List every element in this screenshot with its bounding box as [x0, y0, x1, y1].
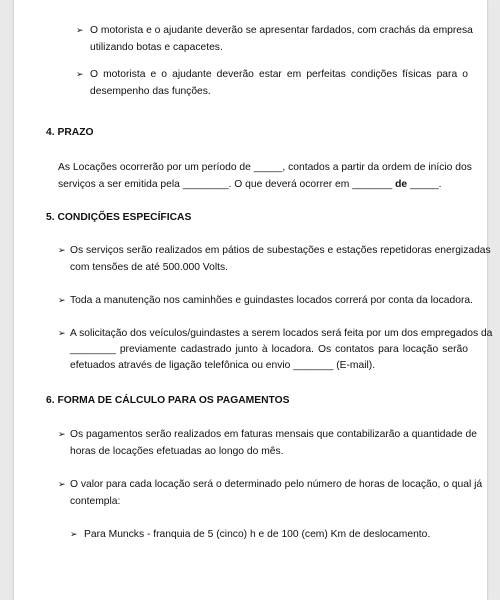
bullet-text-line: contempla:: [70, 496, 121, 507]
bullet-text-line: com tensões de até 500.000 Volts.: [70, 262, 228, 273]
bullet-text-line: desempenho das funções.: [90, 86, 211, 97]
sub-bullet-text-line: Para Muncks - franquia de 5 (cinco) h e de 100 (cem) Km de deslocamento.: [84, 529, 431, 540]
bullet-text-line: Os pagamentos serão realizados em faturas mensais que contabilizarão a quantidade de: [70, 429, 477, 440]
bullet-arrow-icon: ➢: [76, 69, 84, 79]
bullet-arrow-icon: ➢: [58, 328, 66, 338]
paragraph-line: As Locações ocorrerão por um período de _____, contados a partir da ordem de início dos: [58, 162, 472, 173]
bullet-arrow-icon: ➢: [58, 245, 66, 255]
paragraph-text-bold: de: [395, 179, 408, 190]
bullet-arrow-icon: ➢: [76, 25, 84, 35]
bullet-arrow-icon: ➢: [58, 429, 66, 439]
bullet-text-line: O valor para cada locação será o determinado pelo número de horas de locação, o qual já: [70, 479, 483, 490]
sub-bullet-arrow-icon: ➢: [70, 529, 78, 539]
bullet-text-line: O motorista e o ajudante deverão se apresentar fardados, com crachás da empresa: [90, 25, 473, 36]
bullet-text-line: utilizando botas e capacetes.: [90, 42, 223, 53]
document-page: [14, 0, 493, 600]
section-heading-forma-calculo: 6. FORMA DE CÁLCULO PARA OS PAGAMENTOS: [46, 395, 290, 406]
section-heading-condicoes: 5. CONDIÇÕES ESPECÍFICAS: [46, 212, 192, 223]
paragraph-line: [58, 178, 442, 191]
bullet-text-line: horas de locações efetuadas ao longo do mês.: [70, 446, 284, 457]
paragraph-text: serviços a ser emitida pela ________. O que deverá ocorrer em _______: [58, 179, 396, 190]
bullet-arrow-icon: ➢: [58, 295, 66, 305]
paragraph-text: _____.: [407, 179, 442, 190]
section-heading-prazo: 4. PRAZO: [46, 127, 94, 138]
bullet-text-line: Toda a manutenção nos caminhões e guindastes locados correrá por conta da locadora.: [70, 295, 473, 306]
bullet-text-line: ________ previamente cadastrado junto à locadora. Os contatos para locação serão: [70, 344, 468, 355]
bullet-text-line: O motorista e o ajudante deverão estar em perfeitas condições físicas para o: [90, 69, 468, 80]
bullet-arrow-icon: ➢: [58, 479, 66, 489]
bullet-text-line: A solicitação dos veículos/guindastes a serem locados será feita por um dos empregados da: [70, 328, 493, 339]
bullet-text-line: efetuados através de ligação telefônica ou envio _______ (E-mail).: [70, 360, 376, 371]
bullet-text-line: Os serviços serão realizados em pátios de subestações e estações repetidoras energizadas: [70, 245, 491, 256]
